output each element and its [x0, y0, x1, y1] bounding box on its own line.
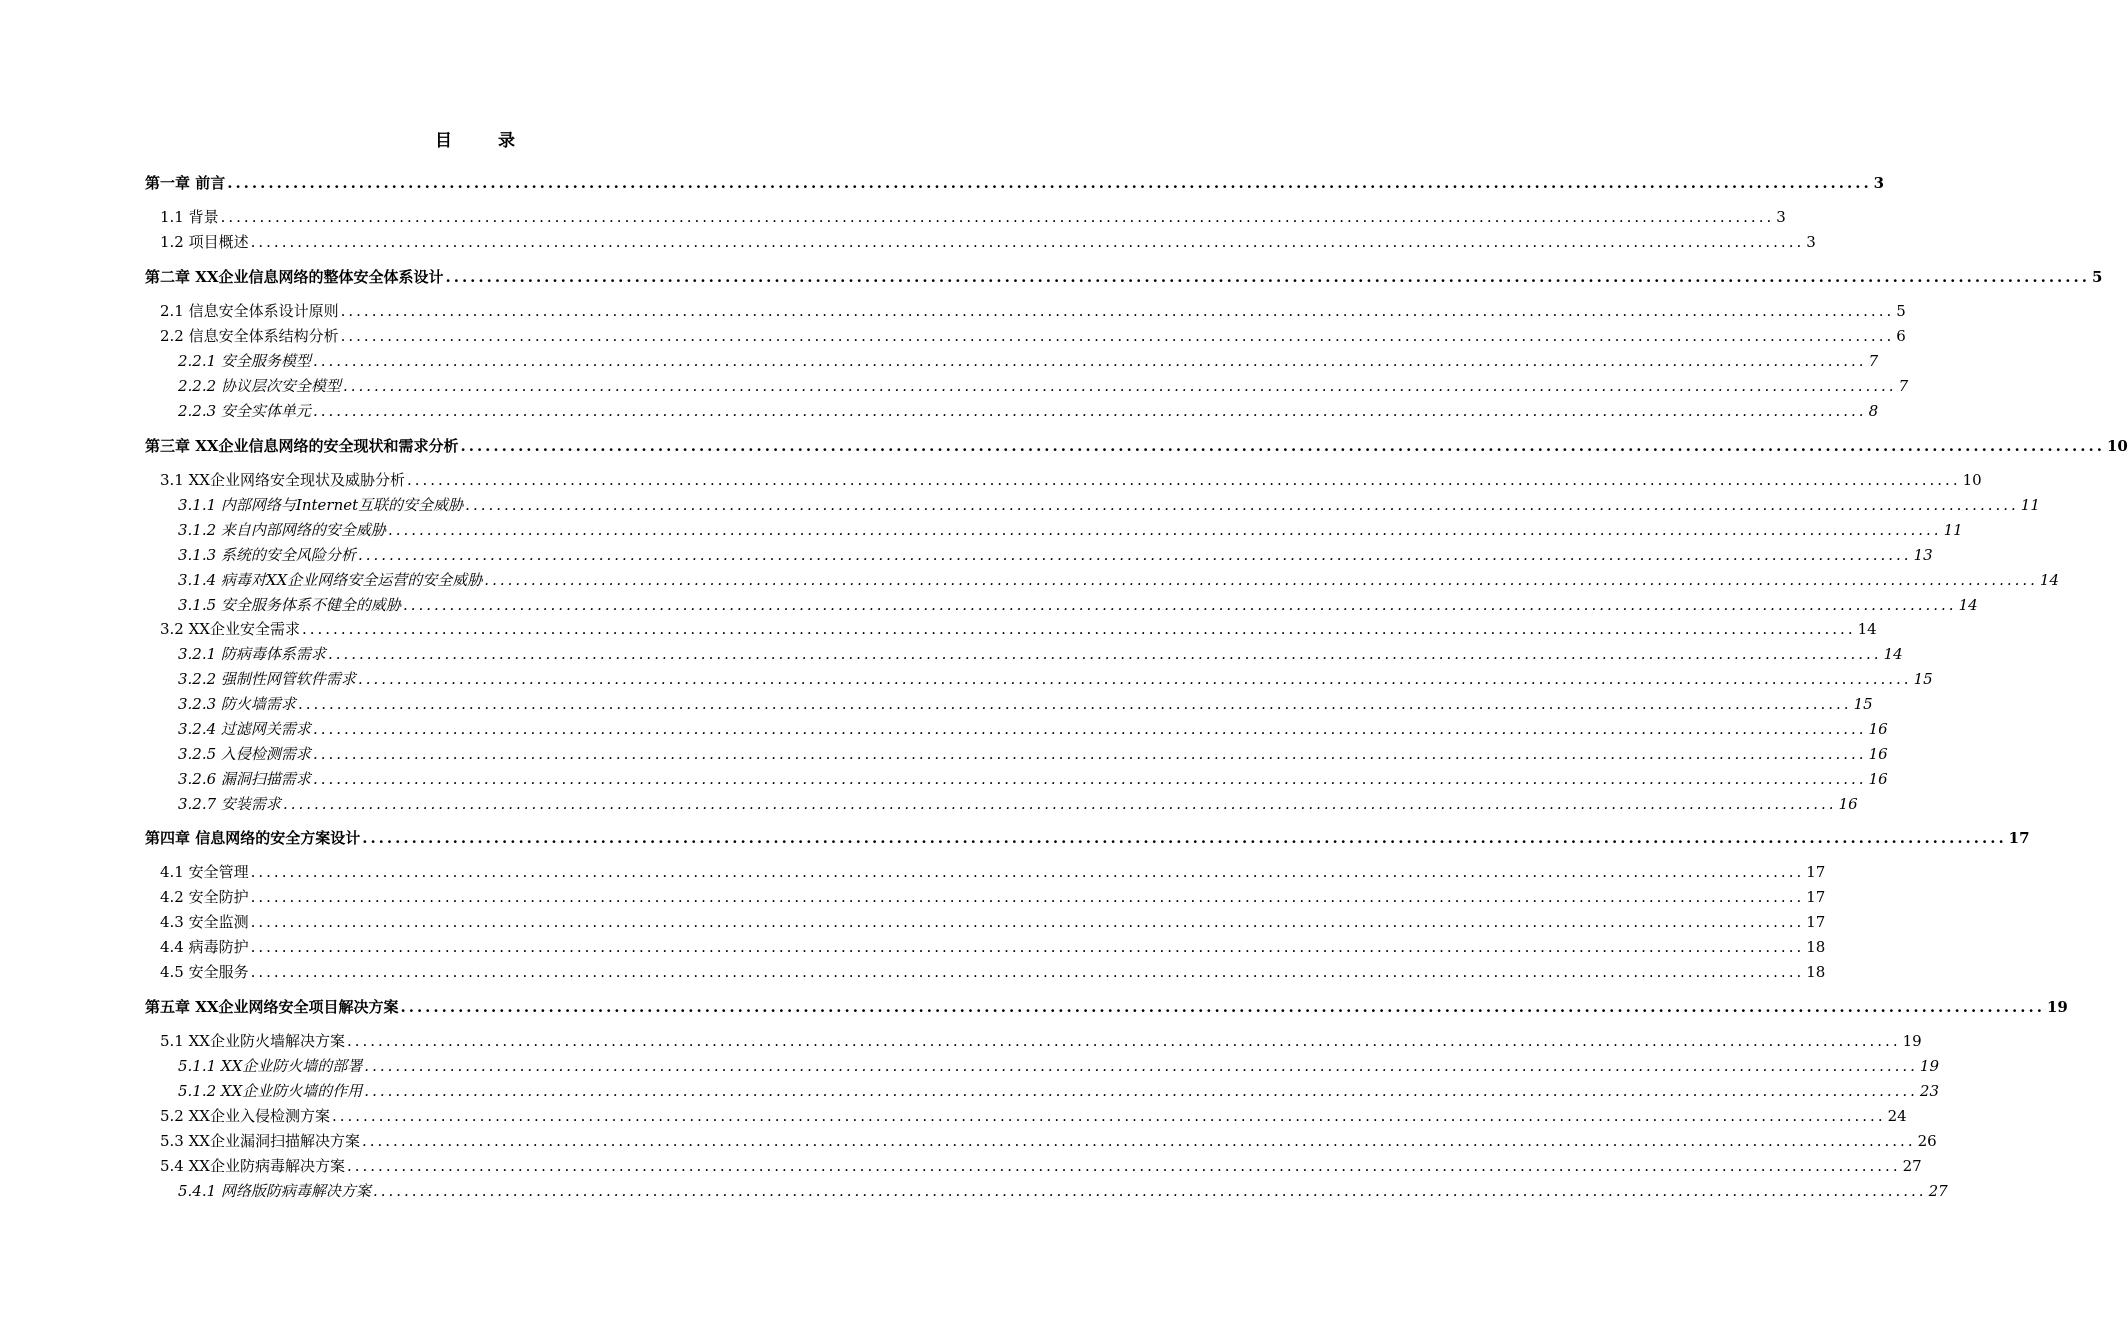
- toc-dot-leader: ........................................................................................................................................................................................................: [250, 938, 1805, 956]
- toc-entry-label: 5.1.1 XX企业防火墙的部署: [178, 1057, 363, 1075]
- toc-dot-leader: ........................................................................................................................................................................................................: [250, 863, 1805, 881]
- toc-page-number: 14: [1857, 620, 1877, 638]
- toc-dot-leader: ........................................................................................................................................................................................................: [227, 174, 1872, 192]
- toc-entry-label: 2.2.1 安全服务模型: [178, 352, 311, 370]
- toc-page-number: 17: [2008, 829, 2030, 847]
- toc-entry-label: 3.2.7 安装需求: [178, 795, 281, 813]
- toc-entry-label: 5.1.2 XX企业防火墙的作用: [178, 1082, 363, 1100]
- toc-dot-leader: ........................................................................................................................................................................................................: [346, 1032, 1901, 1050]
- toc-dot-leader: ........................................................................................................................................................................................................: [312, 745, 1867, 763]
- toc-entry-label: 3.2 XX企业安全需求: [160, 620, 300, 638]
- toc-entry-label: 3.2.6 漏洞扫描需求: [178, 770, 311, 788]
- toc-entry-label: 第四章 信息网络的安全方案设计: [145, 829, 361, 847]
- toc-chapter-entry[interactable]: [145, 435, 2128, 457]
- toc-page-number: 14: [1883, 645, 1903, 663]
- toc-page-number: 19: [2046, 998, 2068, 1016]
- toc-dot-leader: ........................................................................................................................................................................................................: [357, 546, 1912, 564]
- toc-subsection-entry[interactable]: [178, 768, 1888, 790]
- toc-dot-leader: ........................................................................................................................................................................................................: [312, 770, 1867, 788]
- toc-page-number: 6: [1896, 327, 1906, 345]
- toc-page-number: 17: [1806, 888, 1826, 906]
- toc-entry-label: 第一章 前言: [145, 174, 226, 192]
- toc-page-number: 10: [1962, 471, 1982, 489]
- toc-dot-leader: ........................................................................................................................................................................................................: [346, 1157, 1901, 1175]
- toc-page-number: 3: [1873, 174, 1885, 192]
- toc-section-entry[interactable]: [160, 1130, 1937, 1152]
- toc-page-number: 18: [1806, 938, 1826, 956]
- toc-dot-leader: ........................................................................................................................................................................................................: [484, 571, 2038, 589]
- toc-dot-leader: ........................................................................................................................................................................................................: [402, 596, 1957, 614]
- toc-dot-leader: ........................................................................................................................................................................................................: [357, 670, 1912, 688]
- toc-page-number: 7: [1868, 352, 1879, 370]
- toc-subsection-entry[interactable]: [178, 643, 1903, 665]
- toc-dot-leader: ........................................................................................................................................................................................................: [364, 1057, 1918, 1075]
- toc-page-number: 16: [1838, 795, 1858, 813]
- toc-page-number: 3: [1806, 233, 1816, 251]
- toc-section-entry[interactable]: [160, 231, 1816, 253]
- toc-page-number: 17: [1806, 913, 1826, 931]
- toc-section-entry[interactable]: [160, 1155, 1922, 1177]
- toc-chapter-entry[interactable]: [145, 172, 1885, 194]
- toc-dot-leader: ........................................................................................................................................................................................................: [400, 998, 2045, 1016]
- toc-entry-label: 3.1 XX企业网络安全现状及威胁分析: [160, 471, 405, 489]
- toc-subsection-entry[interactable]: [178, 400, 1879, 422]
- toc-dot-leader: ........................................................................................................................................................................................................: [250, 233, 1805, 251]
- toc-dot-leader: ........................................................................................................................................................................................................: [372, 1182, 1927, 1200]
- toc-section-entry[interactable]: [160, 886, 1826, 908]
- toc-section-entry[interactable]: [160, 1030, 1922, 1052]
- toc-dot-leader: ........................................................................................................................................................................................................: [364, 1082, 1918, 1100]
- toc-entry-label: 5.4 XX企业防病毒解决方案: [160, 1157, 345, 1175]
- toc-entry-label: 第三章 XX企业信息网络的安全现状和需求分析: [145, 437, 459, 455]
- toc-chapter-entry[interactable]: [145, 827, 2030, 849]
- toc-entry-label: 3.2.5 入侵检测需求: [178, 745, 311, 763]
- toc-page-number: 15: [1913, 670, 1933, 688]
- toc-chapter-entry[interactable]: [145, 996, 2068, 1018]
- toc-dot-leader: ........................................................................................................................................................................................................: [387, 521, 1942, 539]
- toc-dot-leader: ........................................................................................................................................................................................................: [445, 268, 2090, 286]
- toc-entry-label: 2.2.2 协议层次安全模型: [178, 377, 341, 395]
- toc-subsection-entry[interactable]: [178, 743, 1888, 765]
- toc-page-number: 14: [1958, 596, 1978, 614]
- toc-entry-label: 5.2 XX企业入侵检测方案: [160, 1107, 330, 1125]
- toc-subsection-entry[interactable]: [178, 1080, 1940, 1102]
- toc-entry-label: 3.2.3 防火墙需求: [178, 695, 296, 713]
- toc-page-number: 16: [1868, 720, 1888, 738]
- toc-section-entry[interactable]: [160, 300, 1906, 322]
- toc-page-number: 7: [1898, 377, 1909, 395]
- toc-page-number: 24: [1887, 1107, 1907, 1125]
- toc-entry-label: 3.1.1 内部网络与Internet互联的安全威胁: [178, 496, 464, 514]
- toc-chapter-entry[interactable]: [145, 266, 2103, 288]
- toc-dot-leader: ........................................................................................................................................................................................................: [340, 302, 1895, 320]
- toc-entry-label: 3.1.4 病毒对XX企业网络安全运营的安全威胁: [178, 571, 483, 589]
- toc-dot-leader: ........................................................................................................................................................................................................: [220, 208, 1775, 226]
- toc-dot-leader: ........................................................................................................................................................................................................: [362, 829, 2007, 847]
- toc-entry-label: 2.2.3 安全实体单元: [178, 402, 311, 420]
- toc-page-number: 13: [1913, 546, 1933, 564]
- toc-section-entry[interactable]: [160, 911, 1826, 933]
- toc-subsection-entry[interactable]: [178, 375, 1909, 397]
- toc-entry-label: 1.1 背景: [160, 208, 219, 226]
- toc-page-number: 15: [1853, 695, 1873, 713]
- toc-section-entry[interactable]: [160, 861, 1826, 883]
- toc-page-number: 14: [2039, 571, 2060, 589]
- toc-entry-label: 2.1 信息安全体系设计原则: [160, 302, 339, 320]
- toc-title: 目 录: [435, 131, 535, 151]
- toc-page-number: 27: [1928, 1182, 1948, 1200]
- toc-section-entry[interactable]: [160, 1105, 1907, 1127]
- toc-page-number: 11: [1943, 521, 1963, 539]
- toc-subsection-entry[interactable]: [178, 519, 1963, 541]
- toc-section-entry[interactable]: [160, 618, 1877, 640]
- toc-dot-leader: ........................................................................................................................................................................................................: [331, 1107, 1886, 1125]
- toc-entry-label: 3.1.5 安全服务体系不健全的威胁: [178, 596, 401, 614]
- toc-dot-leader: ........................................................................................................................................................................................................: [406, 471, 1961, 489]
- toc-page-number: 8: [1868, 402, 1879, 420]
- toc-page-number: 26: [1917, 1132, 1937, 1150]
- toc-dot-leader: ........................................................................................................................................................................................................: [340, 327, 1895, 345]
- toc-page-number: 11: [2020, 496, 2040, 514]
- toc-subsection-entry[interactable]: [178, 1180, 1948, 1202]
- toc-dot-leader: ........................................................................................................................................................................................................: [361, 1132, 1916, 1150]
- toc-subsection-entry[interactable]: [178, 718, 1888, 740]
- toc-entry-label: 第二章 XX企业信息网络的整体安全体系设计: [145, 268, 444, 286]
- toc-page-number: 17: [1806, 863, 1826, 881]
- toc-dot-leader: ........................................................................................................................................................................................................: [312, 402, 1867, 420]
- toc-entry-label: 5.1 XX企业防火墙解决方案: [160, 1032, 345, 1050]
- toc-page-number: 5: [2091, 268, 2103, 286]
- toc-entry-label: 2.2 信息安全体系结构分析: [160, 327, 339, 345]
- toc-subsection-entry[interactable]: [178, 544, 1933, 566]
- toc-subsection-entry[interactable]: [178, 793, 1858, 815]
- toc-section-entry[interactable]: [160, 961, 1826, 983]
- toc-dot-leader: ........................................................................................................................................................................................................: [250, 888, 1805, 906]
- toc-entry-label: 3.1.3 系统的安全风险分析: [178, 546, 356, 564]
- toc-entry-label: 1.2 项目概述: [160, 233, 249, 251]
- toc-subsection-entry[interactable]: [178, 1055, 1940, 1077]
- toc-subsection-entry[interactable]: [178, 494, 2040, 516]
- toc-dot-leader: ........................................................................................................................................................................................................: [250, 963, 1805, 981]
- toc-entry-label: 5.4.1 网络版防病毒解决方案: [178, 1182, 371, 1200]
- toc-entry-label: 第五章 XX企业网络安全项目解决方案: [145, 998, 399, 1016]
- toc-dot-leader: ........................................................................................................................................................................................................: [312, 720, 1867, 738]
- toc-section-entry[interactable]: [160, 469, 1982, 491]
- toc-subsection-entry[interactable]: [178, 594, 1978, 616]
- toc-page-number: 5: [1896, 302, 1906, 320]
- toc-page-number: 16: [1868, 770, 1888, 788]
- toc-page-number: 10: [2106, 437, 2128, 455]
- toc-entry-label: 3.1.2 来自内部网络的安全威胁: [178, 521, 386, 539]
- toc-subsection-entry[interactable]: [178, 350, 1879, 372]
- toc-dot-leader: ........................................................................................................................................................................................................: [342, 377, 1897, 395]
- toc-page-number: 19: [1919, 1057, 1940, 1075]
- toc-section-entry[interactable]: [160, 936, 1826, 958]
- toc-page-number: 23: [1919, 1082, 1940, 1100]
- toc-entry-label: 4.4 病毒防护: [160, 938, 249, 956]
- toc-page-number: 19: [1902, 1032, 1922, 1050]
- toc-dot-leader: ........................................................................................................................................................................................................: [250, 913, 1805, 931]
- toc-dot-leader: ........................................................................................................................................................................................................: [465, 496, 2019, 514]
- toc-dot-leader: ........................................................................................................................................................................................................: [282, 795, 1837, 813]
- toc-section-entry[interactable]: [160, 325, 1906, 347]
- toc-section-entry[interactable]: [160, 206, 1786, 228]
- toc-entry-label: 4.1 安全管理: [160, 863, 249, 881]
- toc-page-number: 18: [1806, 963, 1826, 981]
- toc-page-number: 16: [1868, 745, 1888, 763]
- toc-entry-label: 3.2.2 强制性网管软件需求: [178, 670, 356, 688]
- toc-dot-leader: ........................................................................................................................................................................................................: [312, 352, 1867, 370]
- toc-page-number: 27: [1902, 1157, 1922, 1175]
- toc-page-number: 3: [1776, 208, 1786, 226]
- toc-entry-label: 4.5 安全服务: [160, 963, 249, 981]
- toc-entry-label: 4.2 安全防护: [160, 888, 249, 906]
- toc-dot-leader: ........................................................................................................................................................................................................: [297, 695, 1852, 713]
- toc-subsection-entry[interactable]: [178, 693, 1873, 715]
- toc-subsection-entry[interactable]: [178, 668, 1933, 690]
- toc-entry-label: 4.3 安全监测: [160, 913, 249, 931]
- toc-dot-leader: ........................................................................................................................................................................................................: [460, 437, 2105, 455]
- toc-entry-label: 3.2.1 防病毒体系需求: [178, 645, 326, 663]
- toc-entry-label: 3.2.4 过滤网关需求: [178, 720, 311, 738]
- toc-entry-label: 5.3 XX企业漏洞扫描解决方案: [160, 1132, 360, 1150]
- toc-dot-leader: ........................................................................................................................................................................................................: [327, 645, 1882, 663]
- toc-subsection-entry[interactable]: [178, 569, 2060, 591]
- toc-dot-leader: ........................................................................................................................................................................................................: [301, 620, 1856, 638]
